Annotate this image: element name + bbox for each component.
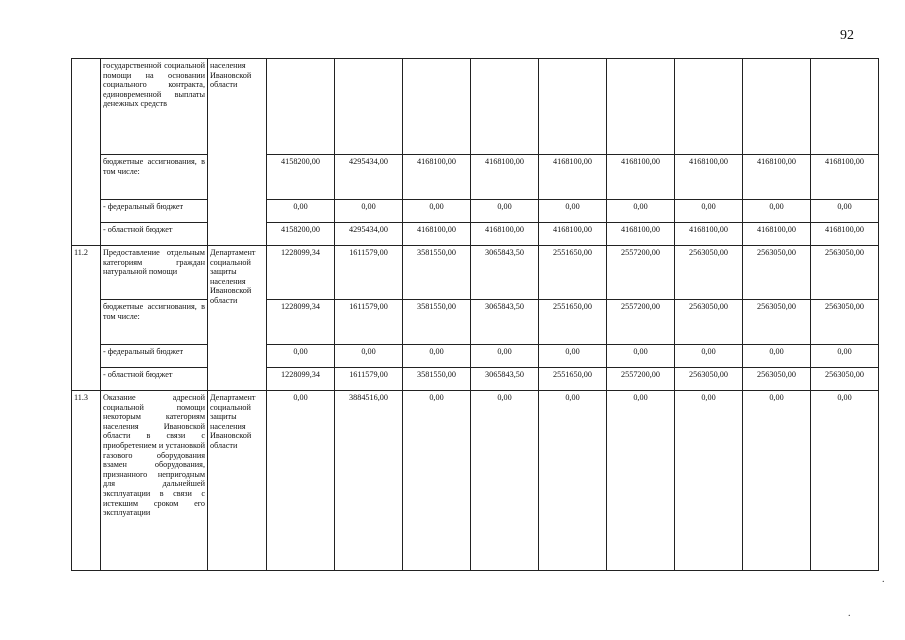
amount-cell	[403, 59, 471, 155]
amount-cell: 2551650,00	[539, 246, 607, 300]
amount-cell: 2551650,00	[539, 300, 607, 345]
budget-table	[71, 58, 879, 571]
amount-cell: 4168100,00	[403, 223, 471, 246]
row-number-cell	[72, 59, 101, 246]
amount-cell: 0,00	[267, 345, 335, 368]
amount-cell: 0,00	[539, 391, 607, 571]
measure-name-cell: государственной социальной помощи на основании социального контракта, единовременной выплаты денежных средств	[101, 59, 208, 155]
amount-cell: 0,00	[471, 200, 539, 223]
executor-cell: Департамент социальной защиты населения Ивановской области	[208, 391, 267, 571]
amount-cell: 0,00	[675, 345, 743, 368]
amount-cell: 3581550,00	[403, 246, 471, 300]
amount-cell: 0,00	[743, 391, 811, 571]
amount-cell: 4168100,00	[743, 155, 811, 200]
amount-cell: 0,00	[743, 200, 811, 223]
amount-cell: 0,00	[743, 345, 811, 368]
measure-name-cell: - федеральный бюджет	[101, 200, 208, 223]
amount-cell: 0,00	[811, 391, 879, 571]
amount-cell: 4168100,00	[607, 155, 675, 200]
amount-cell: 4168100,00	[539, 155, 607, 200]
table-row	[72, 391, 879, 571]
amount-cell	[335, 59, 403, 155]
amount-cell: 0,00	[675, 200, 743, 223]
amount-cell: 3065843,50	[471, 300, 539, 345]
amount-cell: 2563050,00	[743, 368, 811, 391]
amount-cell: 4158200,00	[267, 155, 335, 200]
amount-cell: 0,00	[539, 200, 607, 223]
amount-cell: 2563050,00	[811, 300, 879, 345]
amount-cell: 2551650,00	[539, 368, 607, 391]
amount-cell: 0,00	[607, 391, 675, 571]
amount-cell: 0,00	[403, 391, 471, 571]
table-row	[72, 300, 879, 345]
measure-name-cell: - областной бюджет	[101, 223, 208, 246]
measure-name-cell: Предоставление отдельным категориям граждан натуральной помощи	[101, 246, 208, 300]
amount-cell: 0,00	[607, 345, 675, 368]
measure-name-cell: - областной бюджет	[101, 368, 208, 391]
amount-cell: 4168100,00	[539, 223, 607, 246]
amount-cell: 4168100,00	[811, 223, 879, 246]
amount-cell: 0,00	[607, 200, 675, 223]
amount-cell: 4168100,00	[403, 155, 471, 200]
amount-cell: 2563050,00	[743, 246, 811, 300]
amount-cell: 4168100,00	[607, 223, 675, 246]
amount-cell: 4168100,00	[743, 223, 811, 246]
row-number-cell: 11.3	[72, 391, 101, 571]
amount-cell: 4168100,00	[471, 155, 539, 200]
amount-cell: 1611579,00	[335, 300, 403, 345]
amount-cell: 0,00	[539, 345, 607, 368]
amount-cell: 2563050,00	[811, 368, 879, 391]
table-row	[72, 345, 879, 368]
amount-cell: 0,00	[471, 345, 539, 368]
amount-cell: 3581550,00	[403, 300, 471, 345]
row-number-cell: 11.2	[72, 246, 101, 391]
measure-name-cell: - федеральный бюджет	[101, 345, 208, 368]
amount-cell: 2563050,00	[675, 246, 743, 300]
amount-cell	[811, 59, 879, 155]
amount-cell: 4295434,00	[335, 155, 403, 200]
amount-cell: 1228099,34	[267, 300, 335, 345]
amount-cell	[267, 59, 335, 155]
amount-cell: 0,00	[675, 391, 743, 571]
amount-cell: 4168100,00	[471, 223, 539, 246]
executor-cell: населения Ивановской области	[208, 59, 267, 246]
measure-name-cell: Оказание адресной социальной помощи некоторым категориям населения Ивановской области в связи с приобретением и установкой газового оборудования взамен оборудования, признанного непригодным для дальнейшей эксплуатации в связи с истекшим сроком его эксплуатации	[101, 391, 208, 571]
table-row	[72, 155, 879, 200]
amount-cell: 1228099,34	[267, 368, 335, 391]
table-row	[72, 246, 879, 300]
measure-name-cell: бюджетные ассигнования, в том числе:	[101, 300, 208, 345]
amount-cell: 3884516,00	[335, 391, 403, 571]
amount-cell: 2557200,00	[607, 300, 675, 345]
amount-cell	[539, 59, 607, 155]
amount-cell: 3065843,50	[471, 368, 539, 391]
amount-cell: 0,00	[267, 200, 335, 223]
amount-cell: 0,00	[403, 200, 471, 223]
amount-cell: 2563050,00	[675, 300, 743, 345]
amount-cell: 1611579,00	[335, 246, 403, 300]
amount-cell: 0,00	[811, 200, 879, 223]
scan-artifact-mark: .	[848, 608, 851, 619]
amount-cell	[471, 59, 539, 155]
amount-cell: 4168100,00	[675, 155, 743, 200]
amount-cell: 1611579,00	[335, 368, 403, 391]
budget-table-body	[72, 59, 879, 571]
amount-cell: 2563050,00	[811, 246, 879, 300]
amount-cell: 0,00	[335, 345, 403, 368]
amount-cell	[675, 59, 743, 155]
amount-cell: 0,00	[403, 345, 471, 368]
amount-cell	[607, 59, 675, 155]
executor-cell: Департамент социальной защиты населения Ивановской области	[208, 246, 267, 391]
amount-cell: 0,00	[335, 200, 403, 223]
amount-cell: 1228099,34	[267, 246, 335, 300]
amount-cell	[743, 59, 811, 155]
amount-cell: 4168100,00	[675, 223, 743, 246]
amount-cell: 3065843,50	[471, 246, 539, 300]
table-row	[72, 223, 879, 246]
amount-cell: 3581550,00	[403, 368, 471, 391]
scan-artifact-mark: .	[882, 574, 885, 585]
amount-cell: 2563050,00	[675, 368, 743, 391]
amount-cell: 2557200,00	[607, 246, 675, 300]
amount-cell: 4158200,00	[267, 223, 335, 246]
amount-cell: 0,00	[811, 345, 879, 368]
table-row	[72, 200, 879, 223]
table-row	[72, 368, 879, 391]
page-number: 92	[840, 28, 854, 43]
amount-cell: 4295434,00	[335, 223, 403, 246]
table-row	[72, 59, 879, 155]
amount-cell: 2563050,00	[743, 300, 811, 345]
amount-cell: 0,00	[471, 391, 539, 571]
amount-cell: 2557200,00	[607, 368, 675, 391]
measure-name-cell: бюджетные ассигнования, в том числе:	[101, 155, 208, 200]
amount-cell: 4168100,00	[811, 155, 879, 200]
amount-cell: 0,00	[267, 391, 335, 571]
